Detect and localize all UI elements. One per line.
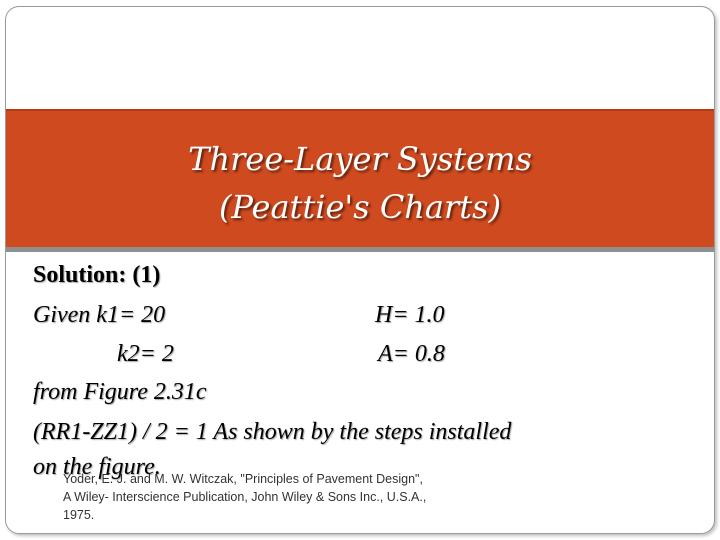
given-a: A= 0.8 [378,341,445,367]
title-line-2: (Peattie's Charts) [218,188,502,226]
given-k1: Given k1= 20 [33,302,166,328]
slide-title [6,135,714,231]
result-line-end: on the figure. [33,454,161,480]
result-line: (RR1-ZZ1) / 2 = 1 As shown by the steps installed [33,419,512,445]
citation-text: Yoder, E. J. and M. W. Witczak, "Principles of Pavement Design", A Wiley- Interscience Publication, John Wiley & Sons Inc., U.S.A., 1975. [63,472,427,522]
figure-reference: from Figure 2.31c [33,379,207,405]
solution-heading: Solution: (1) [33,262,161,288]
given-h: H= 1.0 [375,302,445,328]
title-line-1: Three-Layer Systems [188,140,532,178]
given-k2: k2= 2 [117,341,174,367]
